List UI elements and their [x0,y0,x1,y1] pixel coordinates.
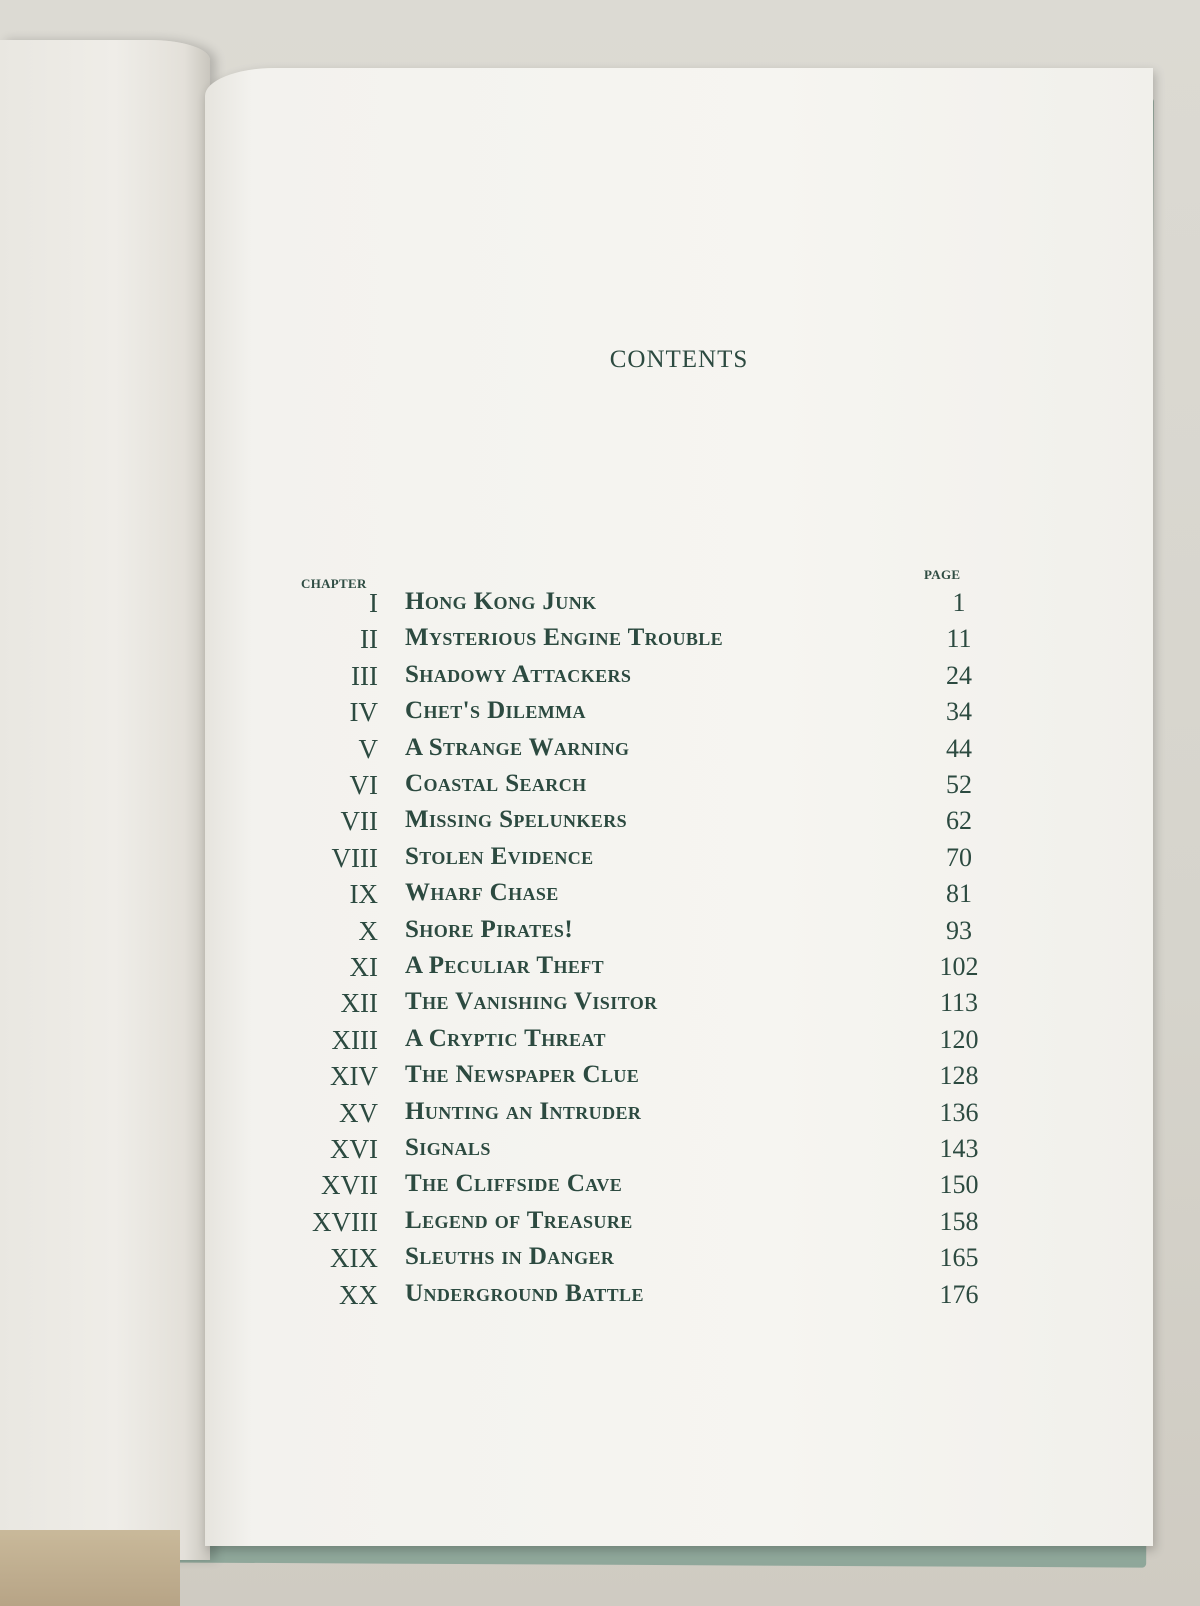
chapter-number: VII [340,806,378,837]
chapter-number: XVIII [312,1206,378,1237]
chapter-title: Legend of Treasure [405,1206,633,1234]
toc-entry [0,588,1200,624]
toc-entry [0,806,1200,842]
chapter-number: XIII [331,1024,378,1055]
toc-entry [0,916,1200,952]
toc-entry [0,988,1200,1024]
chapter-page-number: 62 [946,806,972,836]
chapter-title: Missing Spelunkers [405,806,628,834]
chapter-title: Stolen Evidence [405,842,594,870]
chapter-page-number: 11 [946,624,972,654]
chapter-number: III [351,660,378,691]
chapter-page-number: 165 [939,1243,979,1273]
chapter-title: Shore Pirates! [405,915,574,943]
chapter-title: The Vanishing Visitor [405,988,658,1016]
toc-entry [0,770,1200,806]
chapter-page-number: 24 [946,660,972,690]
chapter-page-number: 143 [939,1134,979,1163]
chapter-page-number: 120 [939,1024,979,1054]
chapter-number: XV [339,1097,378,1128]
chapter-page-number: 34 [946,697,972,727]
chapter-title: Coastal Search [405,770,587,797]
chapter-title: Underground Battle [405,1279,644,1307]
chapter-number: II [360,624,378,655]
chapter-title: Wharf Chase [405,879,559,907]
toc-entry [0,843,1200,879]
chapter-title: The Newspaper Clue [405,1061,640,1089]
chapter-page-number: 52 [946,770,972,799]
chapter-number: VI [349,770,378,800]
toc-entry [0,1061,1200,1097]
chapter-title: Sleuths in Danger [405,1243,615,1271]
chapter-number: XII [340,988,378,1019]
chapter-number: XI [349,952,378,982]
chapter-title: The Cliffside Cave [405,1170,623,1198]
chapter-page-number: 158 [939,1206,979,1236]
chapter-page-number: 176 [939,1279,979,1309]
chapter-page-number: 70 [946,842,972,872]
chapter-title: Hong Kong Junk [405,588,597,615]
toc-entry [0,879,1200,915]
chapter-title: Chet's Dilemma [405,697,586,725]
chapter-title: A Cryptic Threat [405,1024,606,1052]
chapter-number: XIV [330,1061,378,1092]
chapter-column-header: CHAPTER [301,576,367,591]
toc-entry [0,697,1200,733]
chapter-title: A Strange Warning [405,733,630,761]
toc-entry [0,952,1200,988]
chapter-number: VIII [331,842,378,873]
toc-entry [0,1098,1200,1134]
toc-entry [0,1280,1200,1316]
chapter-page-number: 44 [946,733,972,763]
chapter-title: Shadowy Attackers [405,660,632,688]
book-spine-corner [0,1530,180,1606]
chapter-page-number: 93 [946,915,972,945]
chapter-page-number: 128 [939,1061,979,1091]
toc-entry [0,661,1200,697]
toc-entry [0,1134,1200,1170]
chapter-number: V [358,733,378,764]
chapter-number: I [369,588,378,618]
chapter-title: Mysterious Engine Trouble [405,624,724,652]
chapter-number: X [358,915,378,946]
chapter-page-number: 113 [939,988,979,1018]
chapter-number: IX [349,879,378,910]
toc-entry [0,1170,1200,1206]
page-column-header: PAGE [924,567,961,582]
toc-entry [0,1243,1200,1279]
toc-entry [0,734,1200,770]
chapter-title: A Peculiar Theft [405,952,605,979]
chapter-number: XIX [330,1243,378,1274]
chapter-page-number: 136 [939,1097,979,1127]
chapter-title: Hunting an Intruder [405,1097,642,1125]
chapter-number: IV [349,697,378,728]
chapter-title: Signals [405,1134,491,1161]
toc-entry [0,1025,1200,1061]
chapter-number: XVII [321,1170,378,1201]
chapter-page-number: 81 [946,879,972,909]
page-title: CONTENTS [609,346,749,373]
toc-entry [0,624,1200,660]
chapter-number: XVI [330,1134,378,1164]
chapter-page-number: 1 [952,588,966,617]
chapter-number: XX [339,1279,378,1310]
toc-entry [0,1207,1200,1243]
chapter-page-number: 102 [939,952,979,981]
chapter-page-number: 150 [939,1170,979,1200]
